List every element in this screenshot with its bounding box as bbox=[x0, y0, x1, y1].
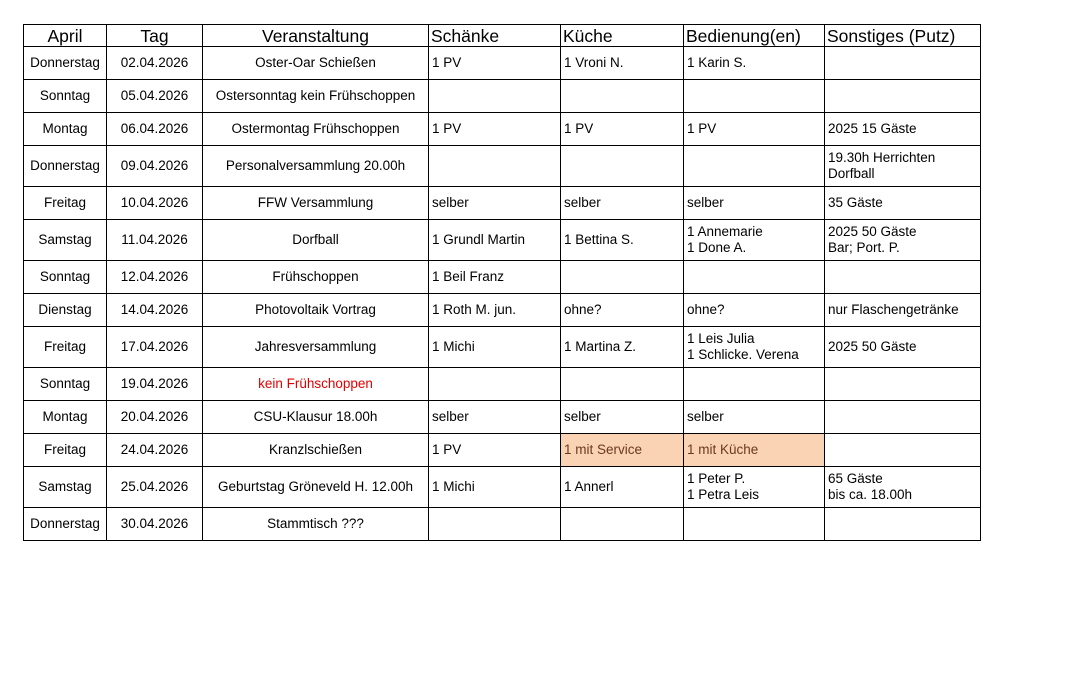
col-header-month: April bbox=[24, 25, 107, 47]
other-cell bbox=[825, 187, 981, 220]
col-header-event: Veranstaltung bbox=[203, 25, 429, 47]
col-header-date: Tag bbox=[107, 25, 203, 47]
service-cell bbox=[684, 47, 825, 80]
bar-cell: 1 PV bbox=[429, 434, 561, 467]
other-cell bbox=[825, 80, 981, 113]
day-cell: Montag bbox=[24, 113, 107, 146]
service-cell-line: 1 Annemarie bbox=[687, 224, 763, 239]
service-cell-line: 1 Karin S. bbox=[687, 55, 747, 70]
bar-cell: 1 Roth M. jun. bbox=[429, 294, 561, 327]
kitchen-cell: 1 mit Service bbox=[561, 434, 684, 467]
day-cell: Dienstag bbox=[24, 294, 107, 327]
event-cell: Oster-Oar Schießen bbox=[203, 47, 429, 80]
service-cell bbox=[684, 261, 825, 294]
other-cell-line: 35 Gäste bbox=[828, 195, 883, 210]
other-cell-line: 2025 15 Gäste bbox=[828, 121, 917, 136]
bar-cell bbox=[429, 368, 561, 401]
col-header-service: Bedienung(en) bbox=[684, 25, 825, 47]
other-cell bbox=[825, 113, 981, 146]
col-header-kitchen: Küche bbox=[561, 25, 684, 47]
bar-cell: 1 Michi bbox=[429, 467, 561, 508]
bar-cell bbox=[429, 146, 561, 187]
other-cell-line: 2025 50 Gäste bbox=[828, 224, 917, 239]
date-cell: 17.04.2026 bbox=[107, 327, 203, 368]
other-cell bbox=[825, 220, 981, 261]
day-cell: Donnerstag bbox=[24, 508, 107, 541]
service-cell bbox=[684, 368, 825, 401]
service-cell-line: 1 Schlicke. Verena bbox=[687, 347, 799, 362]
bar-cell bbox=[429, 508, 561, 541]
event-cell: FFW Versammlung bbox=[203, 187, 429, 220]
date-cell: 12.04.2026 bbox=[107, 261, 203, 294]
kitchen-cell bbox=[561, 146, 684, 187]
event-cell: Geburtstag Gröneveld H. 12.00h bbox=[203, 467, 429, 508]
other-cell bbox=[825, 47, 981, 80]
service-cell bbox=[684, 467, 825, 508]
table-row bbox=[24, 187, 981, 220]
other-cell bbox=[825, 261, 981, 294]
service-cell bbox=[684, 113, 825, 146]
col-header-other: Sonstiges (Putz) bbox=[825, 25, 981, 47]
other-cell bbox=[825, 434, 981, 467]
day-cell: Samstag bbox=[24, 220, 107, 261]
day-cell: Donnerstag bbox=[24, 146, 107, 187]
service-cell-line: 1 Done A. bbox=[687, 240, 747, 255]
bar-cell: selber bbox=[429, 401, 561, 434]
bar-cell: 1 Michi bbox=[429, 327, 561, 368]
service-cell bbox=[684, 294, 825, 327]
date-cell: 30.04.2026 bbox=[107, 508, 203, 541]
col-header-bar: Schänke bbox=[429, 25, 561, 47]
service-cell bbox=[684, 327, 825, 368]
service-cell bbox=[684, 146, 825, 187]
service-cell-line: 1 mit Küche bbox=[687, 442, 759, 457]
service-cell-line: 1 Petra Leis bbox=[687, 487, 760, 502]
bar-cell: 1 PV bbox=[429, 113, 561, 146]
service-cell-line: selber bbox=[687, 409, 724, 424]
table-row bbox=[24, 220, 981, 261]
date-cell: 02.04.2026 bbox=[107, 47, 203, 80]
table-row bbox=[24, 113, 981, 146]
service-cell-line: 1 Leis Julia bbox=[687, 331, 755, 346]
event-cell: Frühschoppen bbox=[203, 261, 429, 294]
bar-cell: 1 Beil Franz bbox=[429, 261, 561, 294]
day-cell: Sonntag bbox=[24, 368, 107, 401]
date-cell: 25.04.2026 bbox=[107, 467, 203, 508]
event-cell: Ostersonntag kein Frühschoppen bbox=[203, 80, 429, 113]
other-cell-line: 65 Gäste bbox=[828, 471, 883, 486]
service-cell-line: ohne? bbox=[687, 302, 725, 317]
event-cell: Jahresversammlung bbox=[203, 327, 429, 368]
bar-cell bbox=[429, 80, 561, 113]
other-cell bbox=[825, 368, 981, 401]
service-cell-line: 1 PV bbox=[687, 121, 717, 136]
table-row bbox=[24, 508, 981, 541]
date-cell: 19.04.2026 bbox=[107, 368, 203, 401]
other-cell bbox=[825, 146, 981, 187]
kitchen-cell: 1 PV bbox=[561, 113, 684, 146]
other-cell-line: 2025 50 Gäste bbox=[828, 339, 917, 354]
kitchen-cell: 1 Bettina S. bbox=[561, 220, 684, 261]
event-cell: CSU-Klausur 18.00h bbox=[203, 401, 429, 434]
day-cell: Sonntag bbox=[24, 80, 107, 113]
kitchen-cell bbox=[561, 80, 684, 113]
service-cell bbox=[684, 401, 825, 434]
day-cell: Sonntag bbox=[24, 261, 107, 294]
date-cell: 05.04.2026 bbox=[107, 80, 203, 113]
table-row bbox=[24, 261, 981, 294]
service-cell-line: selber bbox=[687, 195, 724, 210]
day-cell: Freitag bbox=[24, 327, 107, 368]
other-cell-line: bis ca. 18.00h bbox=[828, 487, 913, 502]
date-cell: 09.04.2026 bbox=[107, 146, 203, 187]
day-cell: Freitag bbox=[24, 434, 107, 467]
other-cell-line: nur Flaschengetränke bbox=[828, 302, 959, 317]
kitchen-cell: 1 Vroni N. bbox=[561, 47, 684, 80]
day-cell: Donnerstag bbox=[24, 47, 107, 80]
other-cell bbox=[825, 508, 981, 541]
other-cell bbox=[825, 401, 981, 434]
bar-cell: 1 PV bbox=[429, 47, 561, 80]
other-cell bbox=[825, 467, 981, 508]
kitchen-cell bbox=[561, 508, 684, 541]
table-row bbox=[24, 294, 981, 327]
service-cell bbox=[684, 434, 825, 467]
day-cell: Freitag bbox=[24, 187, 107, 220]
date-cell: 14.04.2026 bbox=[107, 294, 203, 327]
day-cell: Montag bbox=[24, 401, 107, 434]
date-cell: 24.04.2026 bbox=[107, 434, 203, 467]
kitchen-cell bbox=[561, 368, 684, 401]
table-row bbox=[24, 146, 981, 187]
event-cell: Personalversammlung 20.00h bbox=[203, 146, 429, 187]
table-row bbox=[24, 401, 981, 434]
service-cell bbox=[684, 80, 825, 113]
service-cell-line: 1 Peter P. bbox=[687, 471, 746, 486]
event-cell: Kranzlschießen bbox=[203, 434, 429, 467]
date-cell: 11.04.2026 bbox=[107, 220, 203, 261]
header-row bbox=[24, 25, 981, 47]
other-cell bbox=[825, 327, 981, 368]
table-row bbox=[24, 368, 981, 401]
event-cell: Ostermontag Frühschoppen bbox=[203, 113, 429, 146]
event-cell: Stammtisch ??? bbox=[203, 508, 429, 541]
event-cell: Dorfball bbox=[203, 220, 429, 261]
service-cell bbox=[684, 187, 825, 220]
service-cell bbox=[684, 508, 825, 541]
kitchen-cell: selber bbox=[561, 401, 684, 434]
date-cell: 10.04.2026 bbox=[107, 187, 203, 220]
kitchen-cell: ohne? bbox=[561, 294, 684, 327]
service-cell bbox=[684, 220, 825, 261]
bar-cell: 1 Grundl Martin bbox=[429, 220, 561, 261]
event-cell: kein Frühschoppen bbox=[203, 368, 429, 401]
table-row bbox=[24, 47, 981, 80]
table-row bbox=[24, 467, 981, 508]
bar-cell: selber bbox=[429, 187, 561, 220]
other-cell-line: Dorfball bbox=[828, 166, 875, 181]
table-row bbox=[24, 327, 981, 368]
schedule-table bbox=[23, 24, 981, 541]
date-cell: 06.04.2026 bbox=[107, 113, 203, 146]
kitchen-cell: 1 Martina Z. bbox=[561, 327, 684, 368]
table-row bbox=[24, 434, 981, 467]
table-row bbox=[24, 80, 981, 113]
other-cell bbox=[825, 294, 981, 327]
other-cell-line: Bar; Port. P. bbox=[828, 240, 900, 255]
kitchen-cell: selber bbox=[561, 187, 684, 220]
event-cell: Photovoltaik Vortrag bbox=[203, 294, 429, 327]
day-cell: Samstag bbox=[24, 467, 107, 508]
kitchen-cell bbox=[561, 261, 684, 294]
kitchen-cell: 1 Annerl bbox=[561, 467, 684, 508]
other-cell-line: 19.30h Herrichten bbox=[828, 150, 936, 165]
date-cell: 20.04.2026 bbox=[107, 401, 203, 434]
